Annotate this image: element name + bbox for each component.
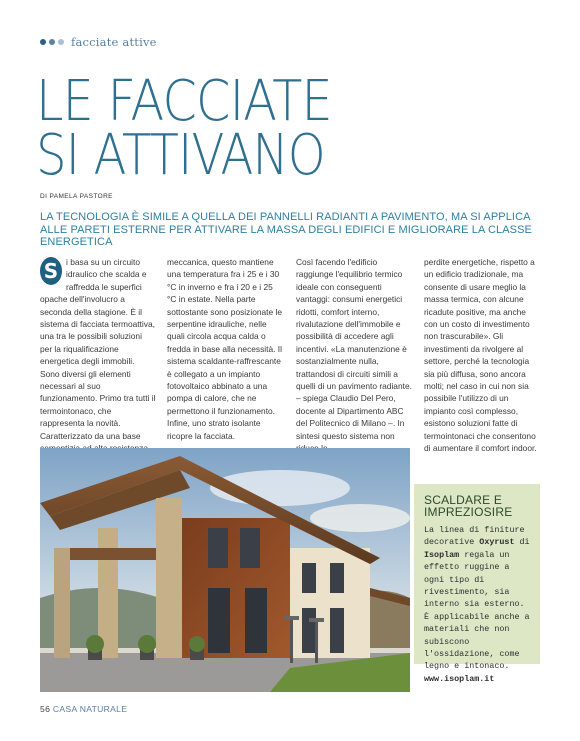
cloud (310, 504, 410, 532)
article-title-line-2: SI ATTIVANO (36, 123, 325, 188)
body-paragraph: perdite energetiche, rispetto a un edificio tradizionale, ma consente di usare meglio la massa termica, con alcune ricadute positive, ma anche con un costo di investimento non trascurabile». Gli investimenti da rivolgere al settore, perché la tecnologia sia più diffusa, sono ancora molti; nel caso in cui non sia possibile l'utilizzo di un impianto così complesso, esistono soluzioni fatte di termointonaci che consentono di aumentare il comfort indoor. (424, 257, 537, 454)
section-dot-3 (58, 39, 64, 45)
article-title-line-1: LE FACCIATE (36, 69, 332, 134)
section-dot-1 (40, 39, 46, 45)
window (302, 608, 316, 653)
sidebar-text-part: regala un effetto ruggine a ogni tipo di rivestimento, sia interno sia esterno. È applicabile anche a materiali che non subiscono l'ossidazione, come legno e intonaco. (424, 549, 530, 672)
byline: DI PAMELA PASTORE (40, 193, 113, 200)
patio-heater (284, 616, 299, 620)
body-column-2 (167, 256, 283, 442)
plant (189, 636, 205, 652)
sidebar-text (424, 524, 532, 685)
body-paragraph: i basa su un circuito idraulico che scalda e raffredda le superfici opache dell'involucro a seconda della stagione. È il sistema di facciata termoattiva, una tra le possibili soluzioni per la riqualificazione energetica degli immobili. (40, 257, 155, 367)
window (208, 588, 230, 653)
magazine-name: CASA NATURALE (52, 704, 128, 714)
body-paragraph: Così facendo l'edificio raggiunge l'equilibrio termico ideale con conseguenti vantaggi: consumi energetici ridotti, comfort interno, rivalutazione dell'immobile e possibilità di accedere agli incentivi. «La manutenzione è sostanzialmente nulla, trattandosi di circuiti simili a quelli di un pavimento radiante. – spiega Claudio Del Pero, docente al Dipartimento ABC del Politecnico di Milano –. In sintesi questo sistema non (296, 257, 412, 441)
window (330, 563, 344, 593)
section-dot-2 (49, 39, 55, 45)
porch-beam (70, 548, 156, 560)
article-subtitle: LA TECNOLOGIA È SIMILE A QUELLA DEI PANNELLI RADIANTI A PAVIMENTO, MA SI APPLICA ALLE PARETI ESTERNE PER ATTIVARE LA MASSA DEGLI EDIFICI E MIGLIORARE LA CLASSE ENERGETICA (40, 211, 532, 248)
body-column-4 (424, 256, 540, 455)
stone-pillar (54, 548, 70, 658)
sidebar-box (414, 484, 540, 684)
window (330, 608, 344, 653)
sidebar-title: SCALDARE E IMPREZIOSIRE (424, 493, 513, 519)
section-tag (40, 35, 157, 49)
product-name: Oxyrust (479, 537, 515, 548)
sidebar-text-part: La linea di finiture decorative (424, 525, 525, 548)
body-paragraph: Sono diversi gli elementi necessari al suo funzionamento. Primo tra tutti il termointonaco, che rappresenta la novità. Caratterizzato da una base (40, 368, 156, 441)
plant (86, 635, 104, 653)
patio-heater (309, 618, 324, 622)
dropcap: S (40, 257, 62, 285)
plant (138, 635, 156, 653)
stone-pillar (156, 498, 182, 658)
company-name: Isoplam (424, 549, 460, 560)
page-number: 56 (40, 704, 51, 714)
house-photo (40, 448, 410, 692)
patio-heater (315, 620, 318, 663)
house-illustration (40, 448, 410, 692)
patio-heater (290, 618, 293, 663)
window (245, 588, 267, 653)
page-footer (40, 704, 127, 714)
body-column-1 (40, 256, 156, 455)
website-link[interactable]: www.isoplam.it (424, 673, 495, 684)
sidebar-text-part: di (514, 537, 530, 548)
window (208, 528, 228, 568)
body-column-3 (296, 256, 412, 455)
window (240, 528, 260, 568)
window (302, 563, 316, 593)
body-paragraph: meccanica, questo mantiene una temperatura fra i 25 e i 30 °C in inverno e fra i 20 e i 25 °C in estate. Nella parte sottostante sono posizionate le serpentine idrauliche, nelle quali circola acqua calda o fredda in base alla necessità. Il sistema scaldante-raffrescante è collegato a un impianto fotovoltaico abbinato a una pompa di calore, che ne permettono il funzionamento. Infine, uno strato isolante ricopre la facciata. (167, 257, 283, 441)
section-label: facciate attive (71, 35, 157, 49)
